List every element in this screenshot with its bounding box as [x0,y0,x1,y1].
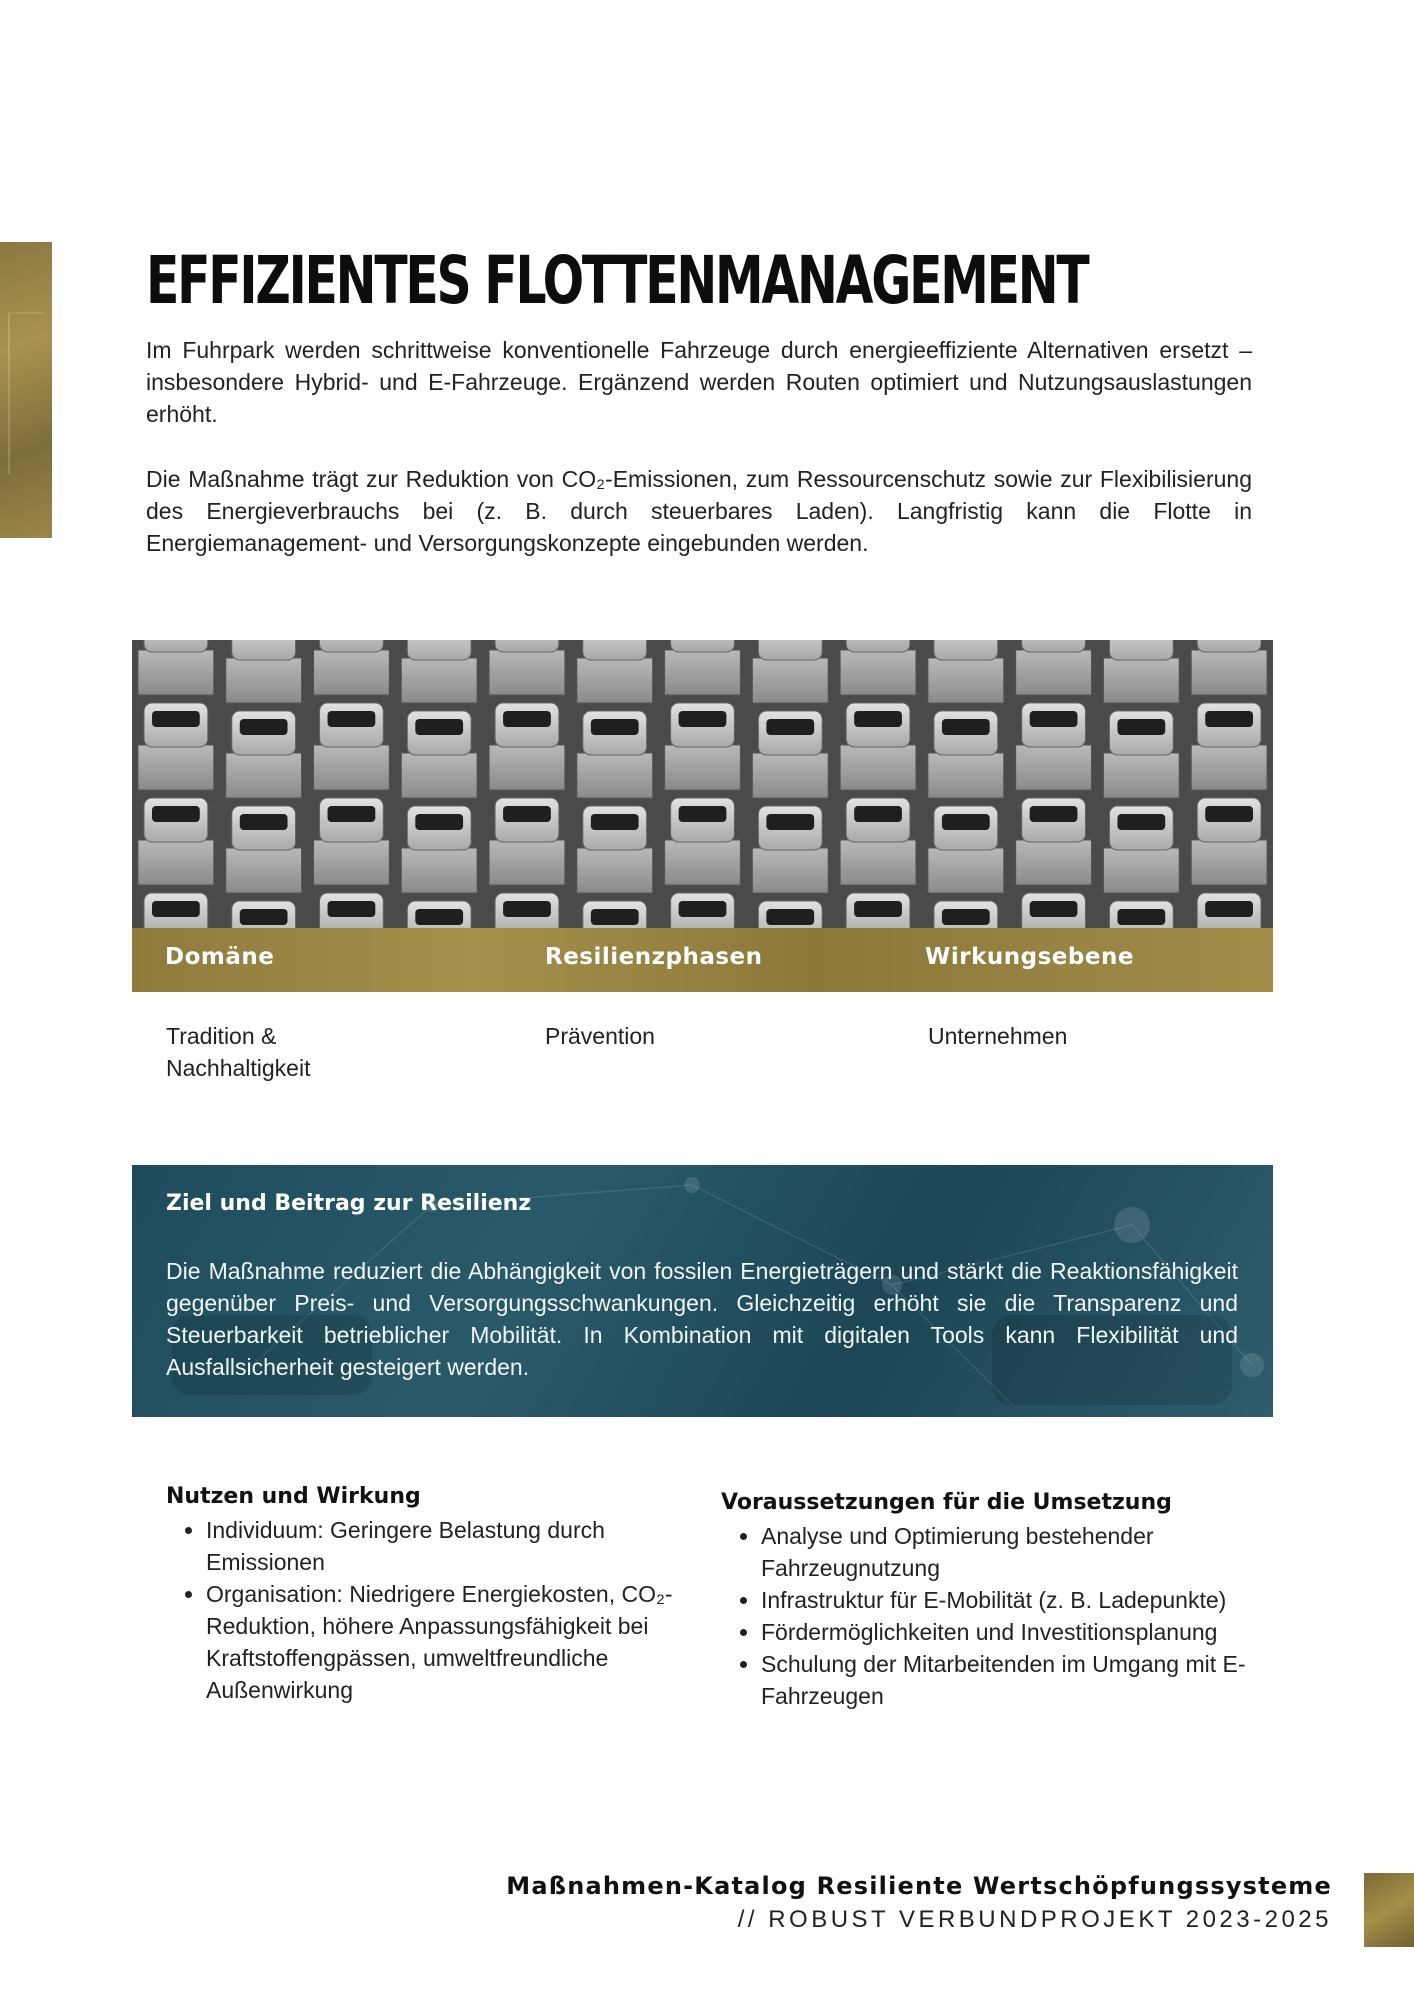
footer-subtitle: // ROBUST VERBUNDPROJEKT 2023-2025 [737,1906,1332,1933]
benefits-list [166,1514,706,1706]
list-item: • Analyse und Optimierung bestehender Fahrzeugnutzung [761,1520,1261,1584]
goal-text: Die Maßnahme reduziert die Abhängigkeit von fossilen Energieträgern und stärkt die Reaktionsfähigkeit gegenüber Preis- und Versorgungsschwankungen. Gleichzeitig erhöht sie die Transparenz und Steuerbarkeit betrieblicher Mobilität. In Kombination mit digitalen Tools kann Flexibilität und Ausfallsicherheit gesteigert werden. [166,1258,1238,1380]
requirements-title: Voraussetzungen für die Umsetzung [721,1490,1172,1515]
goal-box [132,1165,1273,1417]
page-title: EFFIZIENTES FLOTTENMANAGEMENT [146,242,1088,319]
classification-header-bar [132,928,1273,992]
fleet-photo [132,640,1273,928]
footer-title: Maßnahmen-Katalog Resiliente Wertschöpfungssysteme [506,1872,1332,1900]
footer-thumbnail-image [1364,1873,1414,1947]
intro-paragraph-2: Die Maßnahme trägt zur Reduktion von CO₂-Emissionen, zum Ressourcenschutz sowie zur Flexibilisierung des Energieverbrauchs bei (z. B. durch steuerbares Laden). Langfristig kann die Flotte in Energiemanagement- und Versorgungskonzepte eingebunden werden. [146,466,1252,556]
goal-title: Ziel und Beitrag zur Resilienz [166,1191,532,1216]
list-item: • Schulung der Mitarbeitenden im Umgang mit E-Fahrzeugen [761,1648,1261,1712]
header-impact-level: Wirkungsebene [925,944,1134,970]
benefits-section [166,1482,706,1706]
requirements-section [721,1488,1261,1712]
left-accent-image [0,242,52,538]
list-item: • Fördermöglichkeiten und Investitionsplanung [761,1616,1261,1648]
list-item: • Organisation: Niedrigere Energiekosten, CO₂-Reduktion, höhere Anpassungsfähigkeit bei Kraftstoffengpässen, umweltfreundliche Außenwirkung [206,1578,706,1706]
value-impact-level: Unternehmen [928,1023,1068,1049]
requirements-list [721,1520,1261,1712]
benefits-title: Nutzen und Wirkung [166,1484,421,1509]
list-item: • Individuum: Geringere Belastung durch Emissionen [206,1514,706,1578]
intro-paragraph-1: Im Fuhrpark werden schrittweise konventionelle Fahrzeuge durch energieeffiziente Alternativen ersetzt – insbesondere Hybrid- und E-Fahrzeuge. Ergänzend werden Routen optimiert und Nutzungsauslastungen erhöht. [146,337,1252,427]
list-item: • Infrastruktur für E-Mobilität (z. B. Ladepunkte) [761,1584,1261,1616]
header-resilience-phases: Resilienzphasen [545,944,763,970]
value-domain: Tradition & Nachhaltigkeit [166,1023,311,1081]
value-resilience-phase: Prävention [545,1023,655,1049]
header-domain: Domäne [165,944,275,970]
